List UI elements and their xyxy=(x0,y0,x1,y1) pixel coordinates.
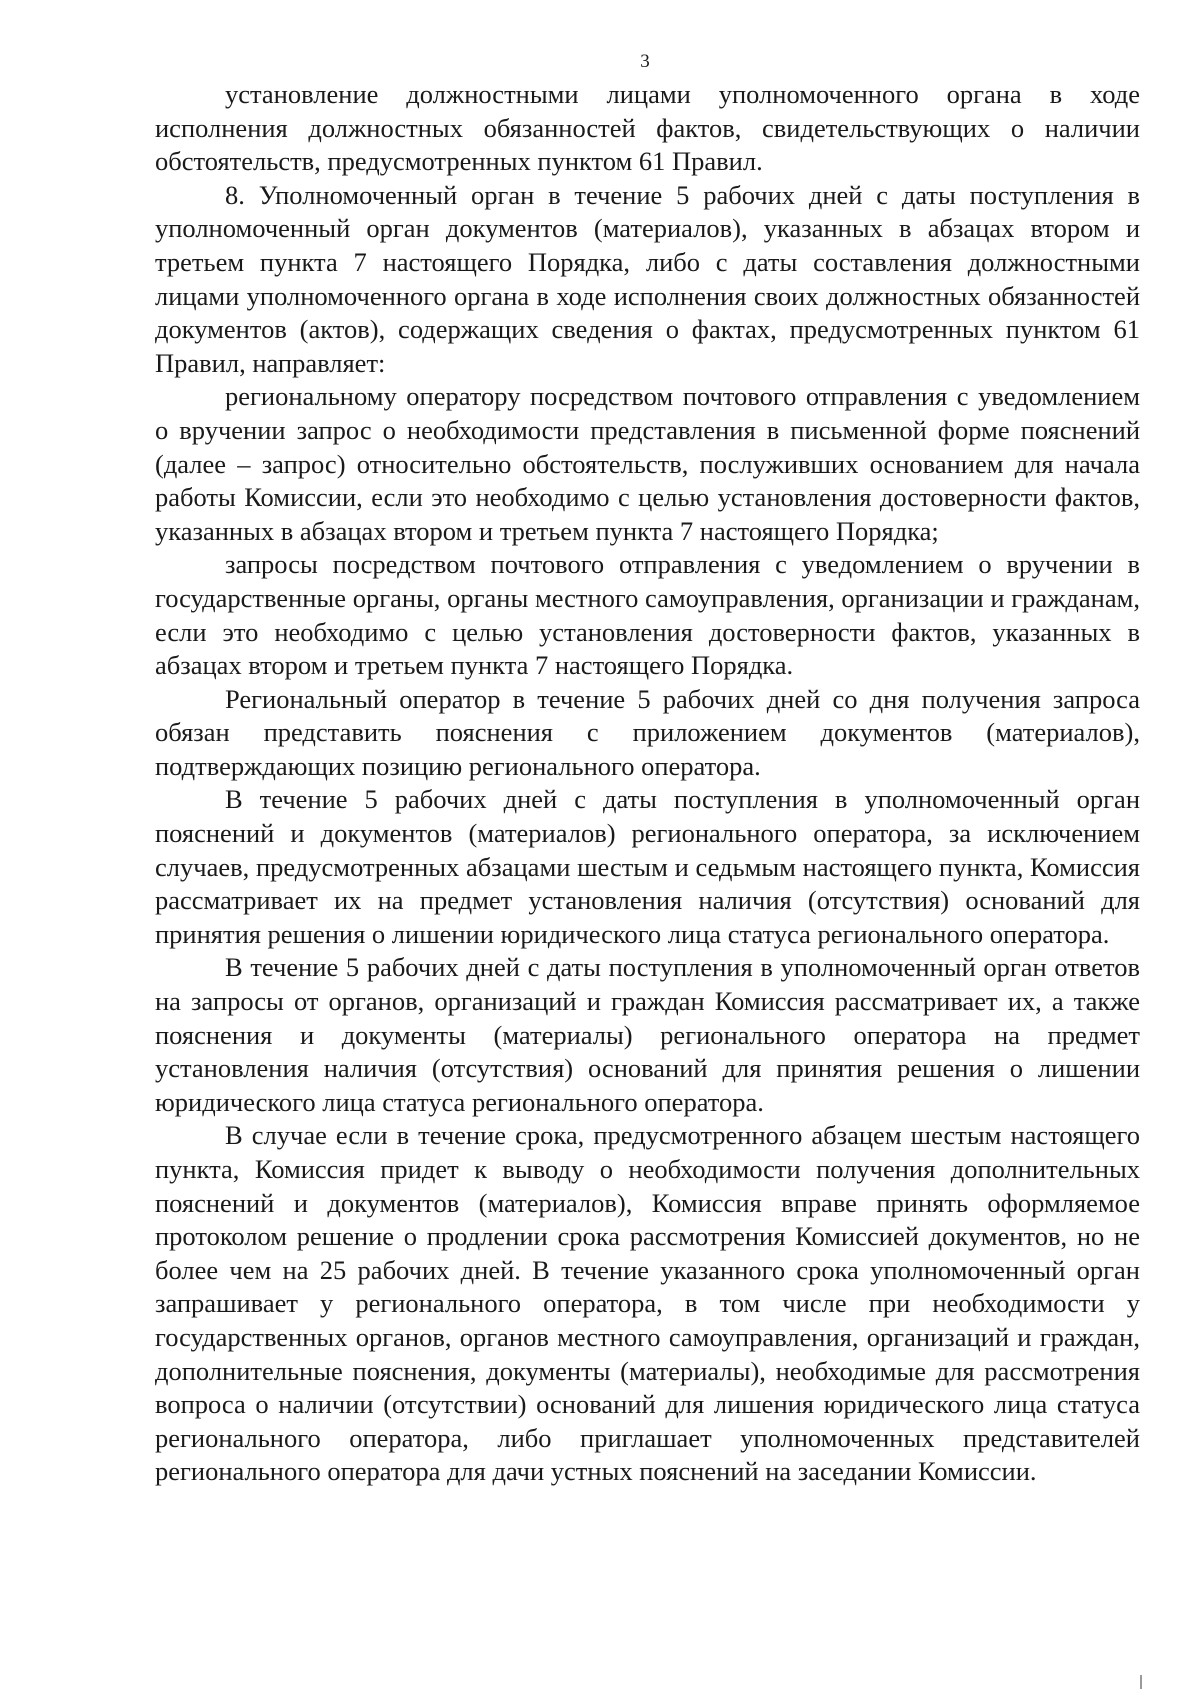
page-number: 3 xyxy=(640,51,650,72)
document-body xyxy=(155,78,1140,1489)
paragraph-requests-to-authorities: запросы посредством почтового отправления с уведомлением о вручении в государственные органы, органы местного самоуправления, организации и гражданам, если это необходимо с целью установления достоверности фактов, указанных в абзацах втором и третьем пункта 7 настоящего Порядка. xyxy=(155,549,1140,681)
paragraph-commission-review-answers: В течение 5 рабочих дней с даты поступления в уполномоченный орган ответов на запросы от органов, организаций и граждан Комиссия рассматривает их, а также пояснения и документы (материалы) регионального оператора на предмет установления наличия (отсутствия) оснований для принятия решения о лишении юридического лица статуса регионального оператора. xyxy=(155,952,1140,1117)
paragraph-term-extension: В случае если в течение срока, предусмотренного абзацем шестым настоящего пункта, Комиссия придет к выводу о необходимости получения дополнительных пояснений и документов (материалов), Комиссия вправе принять оформляемое протоколом решение о продлении срока рассмотрения Комиссией документов, но не более чем на 25 рабочих дней. В течение указанного срока уполномоченный орган запрашивает у регионального оператора, в том числе при необходимости у государственных органов, органов местного самоуправления, организаций и граждан, дополнительные пояснения, документы (материалы), необходимые для рассмотрения вопроса о наличии (отсутствии) оснований для лишения юридического лица статуса регионального оператора, либо приглашает уполномоченных представителей регионального оператора для дачи устных пояснений на заседании Комиссии. xyxy=(155,1120,1140,1487)
paragraph-item-8: 8. Уполномоченный орган в течение 5 рабочих дней с даты поступления в уполномоченный орган документов (материалов), указанных в абзацах втором и третьем пункта 7 настоящего Порядка, либо с даты составления должностными лицами уполномоченного органа в ходе исполнения своих должностных обязанностей документов (актов), содержащих сведения о фактах, предусмотренных пунктом 61 Правил, направляет: xyxy=(155,179,1140,378)
scan-artifact-mark xyxy=(1140,1675,1142,1689)
paragraph-request-to-operator: региональному оператору посредством почтового отправления с уведомлением о вручении запрос о необходимости представления в письменной форме пояснений (далее – запрос) относительно обстоятельств, послуживших основанием для начала работы Комиссии, если это необходимо с целью установления достоверности фактов, указанных в абзацах втором и третьем пункта 7 настоящего Порядка; xyxy=(155,381,1140,546)
paragraph-operator-obligation: Региональный оператор в течение 5 рабочих дней со дня получения запроса обязан представить пояснения с приложением документов (материалов), подтверждающих позицию регионального оператора. xyxy=(155,683,1140,781)
paragraph-continuation: установление должностными лицами уполномоченного органа в ходе исполнения должностных обязанностей фактов, свидетельствующих о наличии обстоятельств, предусмотренных пунктом 61 Правил. xyxy=(155,79,1140,177)
paragraph-commission-review: В течение 5 рабочих дней с даты поступления в уполномоченный орган пояснений и документов (материалов) регионального оператора, за исключением случаев, предусмотренных абзацами шестым и седьмым настоящего пункта, Комиссия рассматривает их на предмет установления наличия (отсутствия) оснований для принятия решения о лишении юридического лица статуса регионального оператора. xyxy=(155,784,1140,949)
